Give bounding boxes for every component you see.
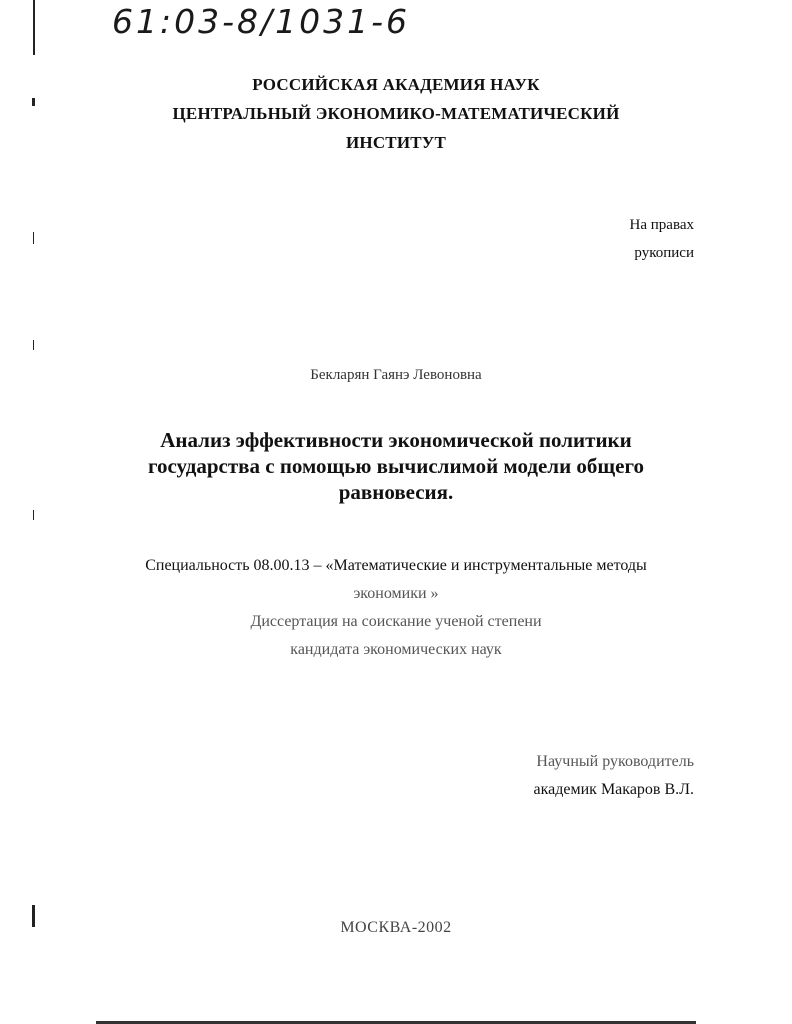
supervisor-block [534, 748, 694, 804]
manuscript-rights-note [630, 211, 694, 267]
rights-line-2: рукописи [634, 245, 694, 261]
scan-edge-mark [33, 510, 34, 520]
specialty-line-2: экономики » [353, 585, 439, 602]
specialty-line-1: Специальность 08.00.13 – «Математические и инструментальные методы [145, 557, 647, 574]
scan-edge-mark [33, 232, 34, 244]
dissertation-title [0, 427, 792, 505]
degree-line-1: Диссертация на соискание ученой степени [250, 613, 542, 630]
scan-edge-mark [33, 340, 34, 350]
handwritten-archive-code: 61:03-8/1031-6 [112, 2, 411, 41]
institution-line-2: ЦЕНТРАЛЬНЫЙ ЭКОНОМИКО-МАТЕМАТИЧЕСКИЙ [172, 104, 620, 123]
institution-line-3: ИНСТИТУТ [345, 133, 447, 152]
title-line-1: Анализ эффективности экономической политики [160, 428, 632, 452]
title-line-2: государства с помощью вычислимой модели общего [147, 454, 644, 478]
institution-line-1: РОССИЙСКАЯ АКАДЕМИЯ НАУК [252, 75, 540, 94]
city-year: МОСКВА-2002 [340, 919, 452, 936]
rights-line-1: На правах [629, 217, 694, 233]
supervisor-name: академик Макаров В.Л. [533, 781, 694, 798]
degree-line-2: кандидата экономических наук [290, 641, 502, 658]
scan-edge-mark [33, 0, 35, 55]
specialty-block [0, 552, 792, 664]
title-line-3: равновесия. [338, 480, 454, 504]
author-name: Бекларян Гаянэ Левоновна [310, 367, 482, 383]
institution-header [0, 70, 792, 157]
supervisor-label: Научный руководитель [536, 753, 694, 770]
